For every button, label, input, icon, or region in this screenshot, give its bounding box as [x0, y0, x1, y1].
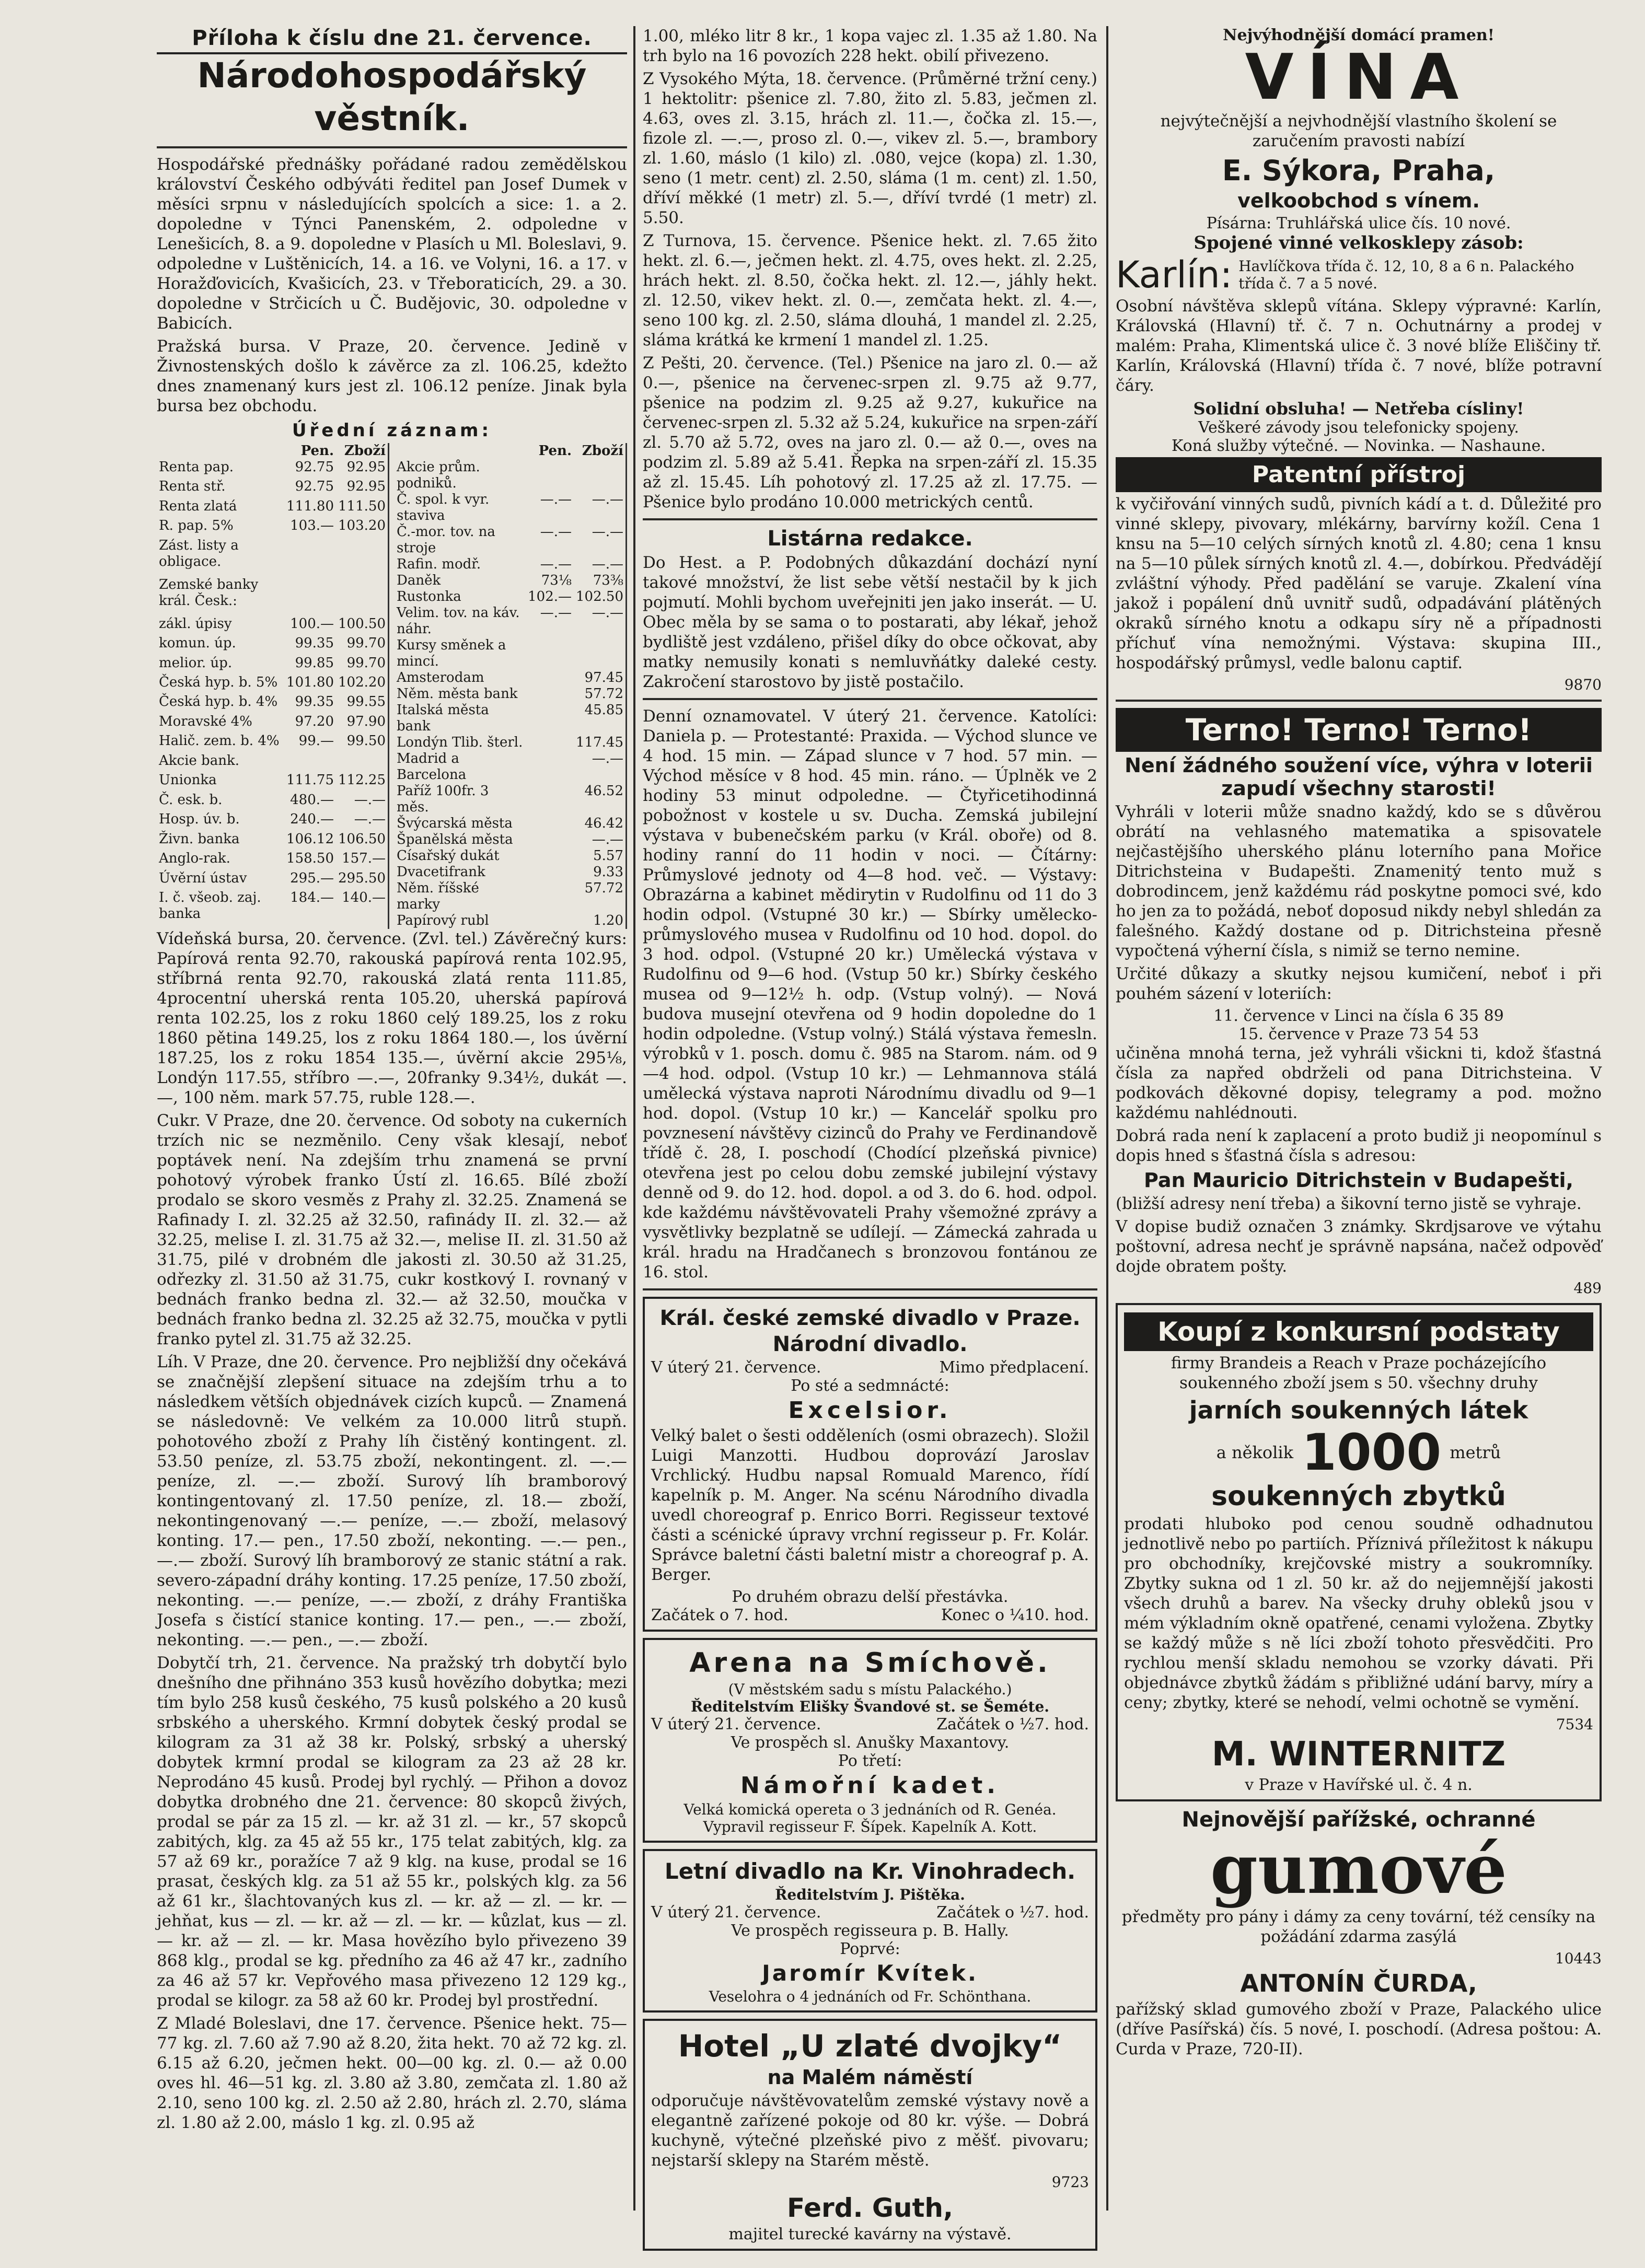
- table-row: [157, 831, 389, 851]
- rate-label: Daněk: [397, 573, 441, 588]
- rate-label: Č.-mor. tov. na stroje: [397, 524, 495, 556]
- table-row: [395, 573, 627, 589]
- rate-value: 106.50: [338, 831, 386, 847]
- terno-headline: Není žádného soužení více, výhra v loterii zapudí všechny starosti!: [1125, 754, 1593, 800]
- konkurs-metru: metrů: [1450, 1443, 1501, 1462]
- rate-value: 103.—: [290, 518, 334, 534]
- terno-text-3: Dobrá rada není k zaplacení a proto budiž ji neopomínul s dopis hned s šťastná čísla s adresou:: [1116, 1126, 1602, 1165]
- table-row: [395, 492, 627, 524]
- listarna-text: Do Hest. a P. Podobných důkazdání dochází nyní takové množství, že list sebe větší nestačil by k jich pojmutí. Mohli bychom uveřejniti jen jako inserát. — U. Obec měla by se sama o to postarati, aby lékař, jehož bydliště jest vzdáleno, přišel díky do obce očkovat, aby matky nemusily konati s nemluvňátky daleké cesty. Zakročení starostovo by jistě postačilo.: [643, 553, 1097, 691]
- terno-text-2: učiněna mnohá terna, jež vyhráli všickni ti, kdož šťastná čísla za napřed obdrželi od pana Ditrichsteina. V podkovách děkovné dopisy, telegramy a pod. možno každému nahlédnouti.: [1116, 1044, 1602, 1122]
- rate-label: zákl. úpisy: [159, 615, 232, 632]
- vinohrady-dateline: [651, 1903, 1089, 1922]
- vina-solid: Solidní obsluha! — Netřeba císliny!: [1193, 399, 1524, 418]
- rate-value: [284, 538, 336, 577]
- rate-value: 97.45: [584, 670, 623, 685]
- divider: [157, 146, 627, 148]
- table-row: [157, 851, 389, 870]
- rate-label: Něm. říšské marky: [397, 880, 479, 912]
- konkurs-zbytky: soukenných zbytků: [1211, 1481, 1506, 1512]
- table-row: [157, 655, 389, 674]
- hotel-owner-sub: majitel turecké kavárny na výstavě.: [728, 2225, 1012, 2243]
- rate-value: [526, 913, 574, 929]
- rate-label: Papírový rubl: [397, 913, 489, 928]
- arena-play: Námořní kadet.: [740, 1772, 1000, 1799]
- gumove-number: 10443: [1555, 1950, 1602, 1967]
- terno-title: Terno! Terno! Terno!: [1116, 708, 1602, 752]
- konkurs-number: 7534: [1556, 1716, 1593, 1733]
- rate-value: 46.52: [584, 783, 623, 799]
- gumove-top: Nejnovější pařížské, ochranné: [1181, 1808, 1536, 1832]
- rate-value: 57.72: [584, 686, 623, 702]
- rate-value: [526, 735, 574, 751]
- vina-firm: E. Sýkora, Praha,: [1222, 154, 1496, 187]
- rate-label: Halič. zem. b. 4%: [159, 733, 280, 749]
- divadlo-note: Po druhém obrazu delší přestávka.: [732, 1588, 1009, 1606]
- supplement-line: Příloha k číslu dne 21. července.: [157, 26, 627, 54]
- kurzy-table-left: [157, 443, 389, 929]
- paragraph-market-3: Z Turnova, 15. července. Pšenice hekt. zl. 7.65 žito hekt. zl. 6.—, ječmen hekt. zl. 4.75, oves hekt. zl. 2.25, hrách hekt. zl. 8.50, čočka hekt. zl. 12.—, jáhly hekt. zl. 12.50, vikev hekt. zl. 0.—, zemčata hekt. zl. 4.—, seno 100 kg. zl. 2.50, sláma dlouhá, 1 mandel zl. 2.25, sláma krátká ke krmení 1 mandel zl. 1.25.: [643, 231, 1097, 350]
- arena-desc: Velká komická opereta o 3 jednáních od R. Genéa. Vypravil regisseur F. Šípek. Kapelník A. Kott.: [684, 1801, 1057, 1835]
- arena-sub: (V městském sadu s místu Palackého.): [728, 1681, 1012, 1698]
- paragraph-bursa: Pražská bursa. V Praze, 20. července. Jedině v Živnostenských došlo k závěrce za zl. 106.25, kdežto dnes znamenaný kurs jest zl. 106.12 peníze. Jinak byla bursa bez obchodu.: [157, 337, 627, 415]
- konkurs-thousand-line: [1124, 1423, 1593, 1482]
- konkurs-addr: v Praze v Havířské ul. č. 4 n.: [1245, 1776, 1473, 1794]
- kurzy_right-header-cell: Pen.: [538, 443, 572, 459]
- vinohrady-benefit: Ve prospěch regisseura p. B. Hally.: [731, 1922, 1009, 1940]
- rate-value: [336, 538, 388, 577]
- rate-label: Rustonka: [397, 589, 461, 604]
- rate-label: Něm. města bank: [397, 686, 518, 702]
- terno-ad: [1116, 708, 1602, 1297]
- divadlo-subtitle: Národní divadlo.: [772, 1332, 968, 1356]
- table-row: [395, 459, 627, 492]
- rate-value: 97.20: [295, 713, 334, 729]
- rate-label: Akcie prům. podniků.: [397, 459, 480, 491]
- konkurs-ad: [1116, 1303, 1602, 1801]
- arena-title: Arena na Smíchově.: [689, 1647, 1051, 1679]
- rate-value: —.—: [540, 492, 572, 507]
- rate-value: 158.50: [286, 851, 334, 867]
- rate-value: 92.75: [295, 479, 334, 495]
- arena-ad: [643, 1638, 1097, 1843]
- vinohrady-start: Začátek o ½7. hod.: [936, 1903, 1089, 1922]
- paragraph-market-1: 1.00, mléko litr 8 kr., 1 kopa vajec zl. 1.35 až 1.80. Na trh bylo na 16 povozích 228 hekt. obilí přivezeno.: [643, 27, 1097, 65]
- vina-text: nejvýtečnější a nejvhodnější vlastního školení se zaručením pravosti nabízí: [1160, 112, 1557, 150]
- paragraph-spirit: Líh. V Praze, dne 20. července. Pro nejbližší dny očekává se značnější zlepšení situace na zdejším trhu a to následkem větších objednávek cizích kupců. — Znamená se následovně: Ve velkém za 10.000 litrů stupň. pohotového zboží z Prahy líh čistěný kontingent. zl. 53.50 peníze, zl. 53.75 zboží, nekontingent. zl. —.— peníze, zl. —.— zboží. Surový líh bramborový kontingentovaný zl. 17.50 peníze, zl. 18.— zboží, nekontingenovaný —.— peníze, —.— zboží, melasový konting. 17.— pen., 17.50 zboží, nekonting. —.— pen., —.— zboží. Surový líh bramborový ze stanic státní a rak. severo-západní dráhy konting. 17.25 peníze, 17.50 zboží, nekonting. —.— peníze, —.— zboží, z dráhy Františka Josefa s čistící stanice konting. 17.— pen., —.— zboží, nekonting. —.— pen., —.— zboží.: [157, 1353, 627, 1649]
- rate-value: 9.33: [593, 864, 623, 880]
- table-row: [395, 524, 627, 556]
- vina-title: VÍNA: [1245, 41, 1473, 114]
- rate-value: 157.—: [342, 851, 386, 867]
- vinohrady-ad: [643, 1849, 1097, 2013]
- arena-date: V úterý 21. července.: [651, 1715, 821, 1734]
- column-ads: [1116, 26, 1602, 2211]
- kurzy-tables: [157, 443, 627, 929]
- rate-label: Zást. listy a obligace.: [159, 537, 239, 569]
- vina-karlin-addr: Havlíčkova třída č. 12, 10, 8 a 6 n. Palackého třída č. 7 a 5 nové.: [1238, 258, 1574, 292]
- vina-karlin-label: Karlín:: [1116, 253, 1233, 296]
- gumove-ad: [1116, 1808, 1602, 2059]
- rate-value: 111.75: [286, 772, 334, 788]
- rate-value: 99.35: [295, 635, 334, 652]
- vinohrady-date: V úterý 21. července.: [651, 1903, 821, 1922]
- rate-value: 1.20: [593, 913, 623, 928]
- vinohrady-director: Ředitelstvím J. Pištěka.: [775, 1886, 965, 1903]
- rate-value: 480.—: [290, 792, 334, 808]
- konkurs-thousand: 1000: [1302, 1423, 1442, 1482]
- rate-value: —.—: [592, 556, 623, 572]
- rate-value: 184.—: [290, 889, 334, 905]
- divadlo-times: [651, 1606, 1089, 1624]
- rate-value: 100.—: [290, 615, 334, 632]
- rate-value: 102.50: [576, 589, 623, 604]
- konkurs-owner: M. WINTERNITZ: [1211, 1735, 1506, 1774]
- divadlo-desc: Velký balet o šesti odděleních (osmi obrazech). Složil Luigi Manzotti. Hudbou doprovází Jaroslav Vrchlický. Hudbu napsal Romuald Marenco, řídí kapelník p. M. Anger. Na scénu Národního divadla uvedl choreograf p. Enrico Borri. Regisseur textové části a scénické úpravy vrchní regisseur p. Fr. Kolár. Správce baletní části baletní mistr a choreograf p. A. Berger.: [651, 1426, 1089, 1584]
- rate-value: —.—: [354, 792, 386, 808]
- table-row: [395, 913, 627, 929]
- rate-label: Císařský dukát: [397, 848, 500, 864]
- paragraph-lectures: Hospodářské přednášky pořádané radou zemědělskou království Českého odbýváti ředitel pan Josef Dumek v měsíci srpnu v následujících spolcích a sice: 1. a 2. dopoledne v Týnci Panenském, 2. odpoledne v Lenešicích, 8. a 9. dopoledne v Plasích u Ml. Boleslavi, 9. odpoledne v Luštěnicích, 14. a 16. ve Volyni, 16. a 17. v Horažďovicích, Kvašicích, 23. v Třeboraticích, 29. a 30. dopoledne v Strčicích u Č. Budějovic, 30. odpoledne v Babicích.: [157, 155, 627, 333]
- rate-label: Unionka: [159, 772, 217, 788]
- vina-service: Koná služby výtečné. — Novinka. — Nashaune.: [1172, 437, 1546, 455]
- rate-value: 45.85: [584, 702, 623, 718]
- divider: [643, 1288, 1097, 1290]
- rate-label: R. pap. 5%: [159, 518, 234, 534]
- rate-value: 99.35: [295, 694, 334, 710]
- rate-value: —.—: [540, 524, 572, 540]
- rate-label: melior. úp.: [159, 655, 233, 671]
- arena-start: Začátek o ½7. hod.: [936, 1715, 1089, 1734]
- rate-value: [526, 783, 574, 816]
- konkurs-latky: jarních soukenných látek: [1189, 1396, 1528, 1424]
- table-row: [157, 577, 389, 616]
- terno-addr: Pan Mauricio Ditrichstein v Budapešti,: [1144, 1169, 1573, 1192]
- oznamovatel-text: Denní oznamovatel. V úterý 21. července. Katolíci: Daniela p. — Protestanté: Praxida. — Východ slunce ve 4 hod. 15 min. — Západ slunce v 7 hod. 57 min. — Východ měsíce v 8 hod. 45 min. ráno. — Úplněk ve 2 hodiny 53 minut odpoledne. — Čtyřicetihodinná pobožnost v kostele u sv. Ducha. Zemská jubilejní výstava v bubenečském parku (v Král. oboře) od 8. hodiny ranní do 11 hodin v noci. — Čítárny: Průmyslové jednoty od 4—8 hod. več. — Výstavy: Obrazárna a kabinet mědirytin v Rudolfinu od 11 do 3 hodin odpol. (Vstupné 30 kr.) — Sbírky umělecko-průmyslového musea v Rudolfinu od 10 hod. dopol. do 3 hod. odpol. (Vstupné 20 kr.) Umělecká výstava v Rudolfinu od 9—6 hod. (Vstup 50 kr.) Sbírky českého musea od 9—12½ h. odp. (Vstup volný). — Nová budova musejní otevřena od 9 hodin dopoledne do 1 hodin odpoledne. (Vstup volný.) Stálá výstava řemesln. výrobků v 1. posch. domu č. 985 na Starom. nám. od 9—4 hod. odpol. (Vstup 10 kr.) — Lehmannova stálá umělecká výstava naproti Národnímu divadlu od 9—1 hod. dopol. (Vstup 10 kr.) — Kancelář spolku pro povznesení návštěvy cizinců do Prahy ve Ferdinandově třídě č. 28, I. poschodí (Chodící plzeňská pivnice) otevřena jest po celou dobu zemské jubilejní výstavy denně od 9. do 12. hod. dopol. a od 3. do 6. hod. odpol. kde každému návštěvovateli Prahy všemožné zprávy a vysvětlivky bezplatně se udílejí. — Zámecká zahrada u král. hradu na Hradčanech s bronzovou fontánou ze 16. stol.: [643, 707, 1097, 1282]
- divadlo-start: Začátek o 7. hod.: [651, 1606, 789, 1624]
- rate-label: Dvacetifrank: [397, 864, 485, 880]
- table-row: [395, 702, 627, 735]
- terno-draw-1: 11. července v Linci na čísla 6 35 89: [1213, 1007, 1504, 1025]
- rate-label: Kursy směnek a mincí.: [397, 637, 506, 669]
- table-row: [395, 589, 627, 605]
- rate-value: 103.20: [338, 518, 386, 534]
- hotel-text: odporučuje návštěvovatelům zemské výstavy nově a elegantně zařízené pokoje od 80 kr. výše. — Dobrá kuchyně, výtečné plzeňské pivo z měšť. pivovaru; nejstarší sklepy na Starém městě.: [651, 2091, 1089, 2170]
- table-row: [157, 792, 389, 811]
- column-news: [643, 26, 1097, 2243]
- rate-label: Živn. banka: [159, 831, 240, 847]
- rate-value: 101.80: [286, 674, 334, 690]
- vina-patent-text: k vyčiřování vinných sudů, pivních kádí a t. d. Důležité pro vinné sklepy, pivovary, mlékárny, barvírny kožíl. Cena 1 knsu na 5—10 celých sírných knotů zl. 4.80; cena 1 knsu na 5—10 půlek sírných knotů zl. 4.—, dobírkou. Předvádějí zvláštní výhody. Před padělání se varuje. Zkalení vína jakož i popálení dnů uvnitř sudů, odpadávání plátěných okraků sírného knotu a odkapu síry ně a případnosti příchuť vína nemožnými. Výstava: skupina III., hospodářský průmysl, vedle balonu captif.: [1116, 495, 1602, 672]
- table-row: [395, 848, 627, 864]
- table-row: [395, 556, 627, 573]
- rate-value: 92.95: [346, 479, 386, 495]
- hotel-owner: Ferd. Guth,: [786, 2193, 954, 2223]
- rate-value: [336, 577, 388, 616]
- rate-value: 295.50: [338, 870, 386, 886]
- rate-label: Renta zlatá: [159, 498, 237, 514]
- divider: [643, 698, 1097, 700]
- table-row: [395, 637, 627, 670]
- paragraph-sugar: Cukr. V Praze, dne 20. července. Od soboty na cukerních trzích nic se nezměnilo. Ceny však klesají, neboť poptávek není. Na zdejším trhu znamená se první pohotový výrobek franko Ústí zl. 16.65. Bílé zboží prodalo se skoro vesměs z Prahy zl. 32.25. Znamená se Rafinady I. zl. 32.25 až 32.50, rafinády II. zl. 32.— až 32.25, melise I. zl. 31.75 až 32.—, melise II. zl. 31.50 až 31.75, pilé v drobném dle jakosti zl. 30.50 až 31.25, odřezky zl. 31.50 až 31.75, cukr kostkový I. rovnaný v bednách franko bedna zl. 32.— až 32.50, moučka v bednách franko bedna zl. 32.25 až 32.75, moučka v pytli franko pytel zl. 31.75 až 32.25.: [157, 1111, 627, 1348]
- rate-value: [526, 702, 574, 735]
- rate-label: Hosp. úv. b.: [159, 811, 240, 828]
- paragraph-cattle: Dobytčí trh, 21. července. Na pražský trh dobytčí bylo dnešního dne přihnáno 353 kusů hovězího dobytka; mezi tím bylo 258 kusů českého, 75 kusů polského a 20 kusů srbského a uherského. Krmní dobytek český prodal se kilogram za 31 až 38 kr. Polský, srbský a uherský dobytek krmní prodal se kilogram za 23 až 28 kr. Neprodáno 45 kusů. Prodej byl rychlý. — Přihon a dovoz dobytka drobného dne 21. července: 80 skopců živých, prodal se pár za 15 zl. — kr. až 31 zl. — kr., 57 skopců zabitých, klg. za 45 až 55 kr., 175 telat zabitých, klg. za 57 až 69 kr., poražíce 7 až 9 klg. na kuse, prodal se 16 prasat, českých klg. za 51 až 55 kr., polských klg. za 56 až 61 kr., šlachtovaných kus zl. — kr. až — zl. — kr. — jehňat, kus — zl. — kr. až — zl. — kr. — kůzlat, kus — zl. — kr. až — zl. — kr. Masa hovězího bylo přivezeno 39 868 klg., prodal se kg. předního za 46 až 47 kr., zadního za 46 až 57 kr. Vepřového masa přivezeno 12 129 kg., prodal se kilogr. za 58 až 60 kr. Prodej byl prostřední.: [157, 1654, 627, 2010]
- rate-value: —.—: [540, 605, 572, 621]
- rate-value: 99.85: [295, 655, 334, 671]
- gumove-text: předměty pro pány i dámy za ceny tovární, též censíky na požádání zdarma zasýlá: [1121, 1908, 1596, 1946]
- rate-label: Amsterodam: [397, 670, 484, 685]
- terno-text-4: V dopise budiž označen 3 známky. Skrdjsarove ve výtahu poštovní, adresa nechť je správně napsána, načež odpověď dojde obratem pošty.: [1116, 1217, 1602, 1276]
- rate-value: 99.70: [346, 655, 386, 671]
- divadlo-dateline: [651, 1358, 1089, 1377]
- vina-karlin: [1116, 253, 1602, 296]
- table-row: [157, 459, 389, 479]
- table-row: [395, 686, 627, 702]
- rate-label: Madrid a Barcelona: [397, 751, 467, 783]
- rate-value: 295.—: [290, 870, 334, 886]
- vina-office: Písárna: Truhlářská ulice čís. 10 nové.: [1206, 214, 1511, 232]
- kurzy_left-header-cell: Pen.: [300, 443, 334, 459]
- rate-value: 240.—: [290, 811, 334, 828]
- table-row: [157, 733, 389, 752]
- kurzy_left-header-cell: Zboží: [344, 443, 386, 459]
- table-row: [157, 772, 389, 792]
- rate-label: Italská města bank: [397, 702, 489, 734]
- rate-value: 99.55: [346, 694, 386, 710]
- listarna-title: Listárna redakce.: [767, 527, 973, 551]
- column-economy: [157, 26, 627, 2211]
- arena-repeat: Po třetí:: [838, 1752, 902, 1770]
- hotel-number: 9723: [1051, 2173, 1089, 2191]
- rate-label: Č. spol. k vyr. staviva: [397, 492, 490, 524]
- rate-label: Úvěrní ústav: [159, 870, 247, 886]
- rate-label: Paříž 100fr. 3 měs.: [397, 783, 489, 815]
- table-row: [395, 864, 627, 880]
- hotel-sub: na Malém náměstí: [767, 2066, 973, 2089]
- table-row: [395, 880, 627, 913]
- rate-value: [284, 577, 336, 616]
- konkurs-title: Koupí z konkursní podstaty: [1124, 1312, 1593, 1351]
- rate-value: 92.75: [295, 459, 334, 475]
- rate-value: —.—: [592, 605, 623, 621]
- rate-value: 117.45: [576, 735, 623, 750]
- terno-draw-2: 15. července v Praze 73 54 53: [1238, 1025, 1479, 1043]
- rate-value: 112.25: [338, 772, 386, 788]
- table-row: [157, 616, 389, 635]
- column-rule: [1106, 26, 1108, 2211]
- rate-value: [336, 753, 388, 772]
- table-row: [157, 498, 389, 518]
- rate-value: —.—: [592, 492, 623, 507]
- rate-value: 92.95: [346, 459, 386, 475]
- rate-value: [526, 751, 574, 783]
- rate-label: Rafin. modř.: [397, 556, 481, 572]
- rate-value: [526, 880, 574, 913]
- rate-label: Akcie bank.: [159, 752, 239, 769]
- table-row: [157, 635, 389, 655]
- vina-number: 9870: [1564, 676, 1602, 693]
- rate-label: Zemské banky král. Česk.:: [159, 576, 259, 609]
- rate-value: 97.90: [346, 713, 386, 729]
- rate-value: 57.72: [584, 880, 623, 896]
- rate-value: [526, 686, 574, 702]
- terno-text: Vyhráli v loterii může snadno každý, kdo se s důvěrou obrátí na vehlasného matematika a spisovatele nejčastějšího uherského plánu loterního pana Mořice Ditrichsteina v Budapešti. Znamenitý tento muž s dobrodincem, jenž každému rád poskytne pomoci své, kdo ho jen za to požádá, neboť doposud nikdy nebyl shledán za falešného. Každý dostane od p. Ditrichsteina přesně vypočtená výherní čísla, s nimiž se terno nemine.: [1116, 802, 1602, 960]
- kurzy-table-right: [395, 443, 627, 929]
- rate-value: —.—: [592, 524, 623, 540]
- rate-label: Španělská města: [397, 832, 513, 847]
- rate-label: Moravské 4%: [159, 713, 252, 729]
- rate-value: [526, 864, 574, 880]
- vina-caves: Spojené vinné velkosklepy zásob:: [1194, 232, 1524, 253]
- terno-proof-head: Určité důkazy a skutky nejsou kumičení, neboť i při pouhém sázení v loteriích:: [1116, 964, 1602, 1003]
- konkurs-a-nekolik: a několik: [1216, 1443, 1294, 1462]
- rate-value: 111.50: [338, 498, 386, 514]
- terno-addr-sub: (bližší adresy není třeba) a šikovní terno jistě se vyhraje.: [1116, 1194, 1582, 1213]
- kurzy-heading: Úřední záznam:: [292, 420, 492, 441]
- table-row: [157, 714, 389, 733]
- rate-label: I. č. všeob. zaj. banka: [159, 889, 261, 922]
- rate-value: [526, 637, 574, 670]
- rate-value: 73⅜: [593, 573, 623, 588]
- divadlo-predplaceni: Mimo předplacení.: [939, 1358, 1089, 1377]
- vestnik-title: Národohospodářský věstník.: [197, 55, 587, 138]
- divadlo-title: Král. české zemské divadlo v Praze.: [659, 1306, 1081, 1330]
- paragraph-boleslav: Z Mladé Boleslavi, dne 17. července. Pšenice hekt. 75—77 kg. zl. 7.60 až 7.90 až 8.20, žita hekt. 70 až 72 kg. zl. 6.15 až 6.20, ječmen hekt. 00—00 kg. zl. 0.— až 0.00 oves hl. 46—51 kg. zl. 3.80 až 3.80, zemčata zl. 1.80 až 2.10, seno 100 kg. zl. 2.50 až 2.80, hrách zl. 2.70, sláma zl. 1.80 až 2.00, máslo 1 kg. zl. 0.95 až: [157, 2014, 627, 2132]
- hotel-title: Hotel „U zlaté dvojky“: [678, 2028, 1062, 2064]
- rate-value: [526, 832, 574, 848]
- vina-body: Osobní návštěva sklepů vítána. Sklepy výpravné: Karlín, Královská (Hlavní) tř. č. 7 n. Ochutnárny a prodej v malém: Praha, Klimentská ulice č. 3 nové blíže Eliščiny tř. Karlín, Královská (Hlavní) třída č. 7 nové, blíže potravní čáry.: [1116, 297, 1602, 395]
- rate-label: komun. úp.: [159, 635, 236, 652]
- vina-top: Nejvýhodnější domácí pramen!: [1223, 26, 1495, 44]
- rate-label: Č. esk. b.: [159, 792, 223, 808]
- table-row: [395, 670, 627, 686]
- divadlo-end: Konec o ¼10. hod.: [941, 1606, 1089, 1624]
- kurzy_right-header-cell: Zboží: [582, 443, 623, 459]
- table-row: [395, 605, 627, 637]
- vinohrady-title: Letní divadlo na Kr. Vinohradech.: [664, 1858, 1076, 1884]
- rate-value: 99.50: [346, 733, 386, 749]
- rate-value: 102.—: [528, 589, 572, 604]
- arena-dateline: [651, 1715, 1089, 1734]
- rate-label: Renta stř.: [159, 479, 226, 495]
- rate-value: [526, 459, 574, 492]
- rate-label: Velim. tov. na káv. náhr.: [397, 605, 520, 637]
- vinohrady-play: Jaromír Kvítek.: [762, 1960, 978, 1986]
- table-row: [157, 753, 389, 772]
- rate-value: —.—: [540, 556, 572, 572]
- rate-value: 111.80: [286, 498, 334, 514]
- rate-label: Londýn Tlib. šterl.: [397, 735, 523, 750]
- table-row: [157, 890, 389, 929]
- vinohrady-first: Poprvé:: [840, 1940, 900, 1958]
- table-row: [157, 479, 389, 498]
- divadlo-date: V úterý 21. července.: [651, 1358, 821, 1377]
- table-row: [157, 674, 389, 694]
- rate-value: 102.20: [338, 674, 386, 690]
- table-row: [395, 816, 627, 832]
- table-row: [157, 518, 389, 537]
- column-rule: [633, 26, 635, 2211]
- rate-value: 73⅛: [541, 573, 572, 588]
- vina-ad: [1116, 26, 1602, 693]
- rate-label: Švýcarská města: [397, 816, 513, 831]
- divadlo-play: Excelsior.: [788, 1397, 952, 1424]
- vinohrady-desc: Veselohra o 4 jednáních od Fr. Schönthana.: [709, 1988, 1032, 2005]
- rate-value: —.—: [592, 832, 623, 847]
- rate-value: 5.57: [593, 848, 623, 864]
- rate-value: —.—: [592, 751, 623, 766]
- terno-number: 489: [1573, 1280, 1602, 1297]
- rate-value: [526, 848, 574, 864]
- table-row: [157, 538, 389, 577]
- table-row: [395, 783, 627, 816]
- rate-value: 99.—: [298, 733, 334, 749]
- table-row: [157, 870, 389, 890]
- arena-director: Ředitelstvím Elišky Švandové st. se Šeméte.: [690, 1698, 1050, 1715]
- rate-value: —.—: [354, 811, 386, 828]
- kurzy_left-header-cell: [157, 443, 284, 459]
- table-row: [395, 832, 627, 848]
- vina-patent: Patentní přístroj: [1116, 457, 1602, 492]
- arena-benefit: Ve prospěch sl. Anušky Maxantovy.: [731, 1734, 1010, 1752]
- rate-value: 46.42: [584, 816, 623, 831]
- vina-phone: Veškeré závody jsou telefonicky spojeny.: [1198, 418, 1519, 437]
- rate-value: [574, 459, 626, 492]
- divider: [1116, 700, 1602, 702]
- rate-value: [526, 670, 574, 686]
- paragraph-vienna: Vídeňská bursa, 20. července. (Zvl. tel.) Závěrečný kurs: Papírová renta 92.70, rakouská papírová renta 102.95, stříbrná renta 92.70, rakouská zlatá renta 111.85, 4procentní uherská renta 105.20, uherská papírová renta 102.25, los z roku 1860 celý 189.25, los z roku 1860 pětina 149.25, los z roku 1864 180.—, los úvěrní 187.25, los z roku 1854 135.—, úvěrní akcie 295⅛, Londýn 117.55, stříbro —.—, 20franky 9.34½, dukát —.—, 100 něm. mark 57.75, ruble 128.—.: [157, 929, 627, 1107]
- kurzy_right-header-cell: [395, 443, 526, 459]
- rate-value: 99.70: [346, 635, 386, 652]
- gumove-text-2: pařížský sklad gumového zboží v Praze, Palackého ulice (dříve Pasířská) čís. 5 nové, I. poschodí. (Adresa poštou: A. Curda v Praze, 720-II).: [1116, 2000, 1602, 2058]
- table-row: [157, 694, 389, 713]
- gumove-owner: ANTONÍN ČURDA,: [1240, 1969, 1477, 1997]
- gumove-title: gumové: [1210, 1829, 1507, 1909]
- table-row: [157, 811, 389, 831]
- rate-value: [284, 753, 336, 772]
- rate-label: Renta pap.: [159, 459, 234, 475]
- divider: [643, 518, 1097, 520]
- hotel-ad: [643, 2019, 1097, 2251]
- rate-value: 106.12: [286, 831, 334, 847]
- rate-label: Česká hyp. b. 4%: [159, 694, 278, 710]
- rate-value: [526, 816, 574, 832]
- vina-firm-sub: velkoobchod s vínem.: [1237, 189, 1480, 212]
- paragraph-market-2: Z Vysokého Mýta, 18. července. (Průměrné tržní ceny.) 1 hektolitr: pšenice zl. 7.80, žito zl. 5.83, ječmen zl. 4.63, oves zl. 3.15, hrách zl. 11.—, čočka zl. 15.—, fizole zl. —.—, proso zl. 0.—, vikev zl. 5.—, brambory zl. 1.60, máslo (1 kilo) zl. .080, vejce (kopa) zl. 1.30, seno (1 metr. cent) zl. 2.50, sláma (1 m. cent) zl. 1.50, dříví měkké (1 metr) zl. 5.—, dříví tvrdé (1 metr) zl. 5.50.: [643, 69, 1097, 227]
- rate-value: 100.50: [338, 615, 386, 632]
- paragraph-market-4: Z Pešti, 20. července. (Tel.) Pšenice na jaro zl. 0.— až 0.—, pšenice na červenec-srpen zl. 9.75 až 9.77, pšenice na podzim zl. 9.25 až 9.27, kukuřice na červenec-srpen zl. 5.32 až 5.24, kukuřice na srpen-září zl. 5.70 až 5.72, oves na jaro zl. 0.— až 0.—, oves na podzim zl. 5.89 až 5.41. Řepka na srpen-září zl. 15.35 až zl. 15.45. Líh pohotový zl. 17.25 až zl. 17.75. — Pšenice bylo prodáno 10.000 metrických centů.: [643, 354, 1097, 511]
- rate-value: [574, 637, 626, 670]
- rate-value: 140.—: [342, 889, 386, 905]
- konkurs-text: prodati hluboko pod cenou soudně odhadnutou jednotlivě nebo po partiích. Příznivá příležitost k nákupu pro obchodníky, krejčovské mistry a soukromníky. Zbytky sukna od 1 zl. 50 kr. až do nejjemnější jakosti všech druhů a barev. Na všecky druhy obleků jsou v mém výkladním okně opatřené, cenami vyložena. Zbytky se každý může s ně líci zboží tohoto přesvědčiti. Pro rychlou menší skladu nemohou se vzorky dávati. Při objednávce zbytků žádám s přibližné udání barvy, míry a ceny; zbytky, které se nehodí, velmi ochotně se vymění.: [1124, 1515, 1593, 1712]
- konkurs-firm: firmy Brandeis a Reach v Praze pocházejícího soukenného zboží jsem s 50. všechny druhy: [1171, 1354, 1547, 1392]
- divadlo-ad: [643, 1297, 1097, 1632]
- table-row: [395, 735, 627, 751]
- divadlo-repeat: Po sté a sedmnácté:: [791, 1377, 949, 1395]
- rate-label: Česká hyp. b. 5%: [159, 674, 278, 690]
- table-row: [395, 751, 627, 783]
- rate-label: Anglo-rak.: [159, 851, 230, 867]
